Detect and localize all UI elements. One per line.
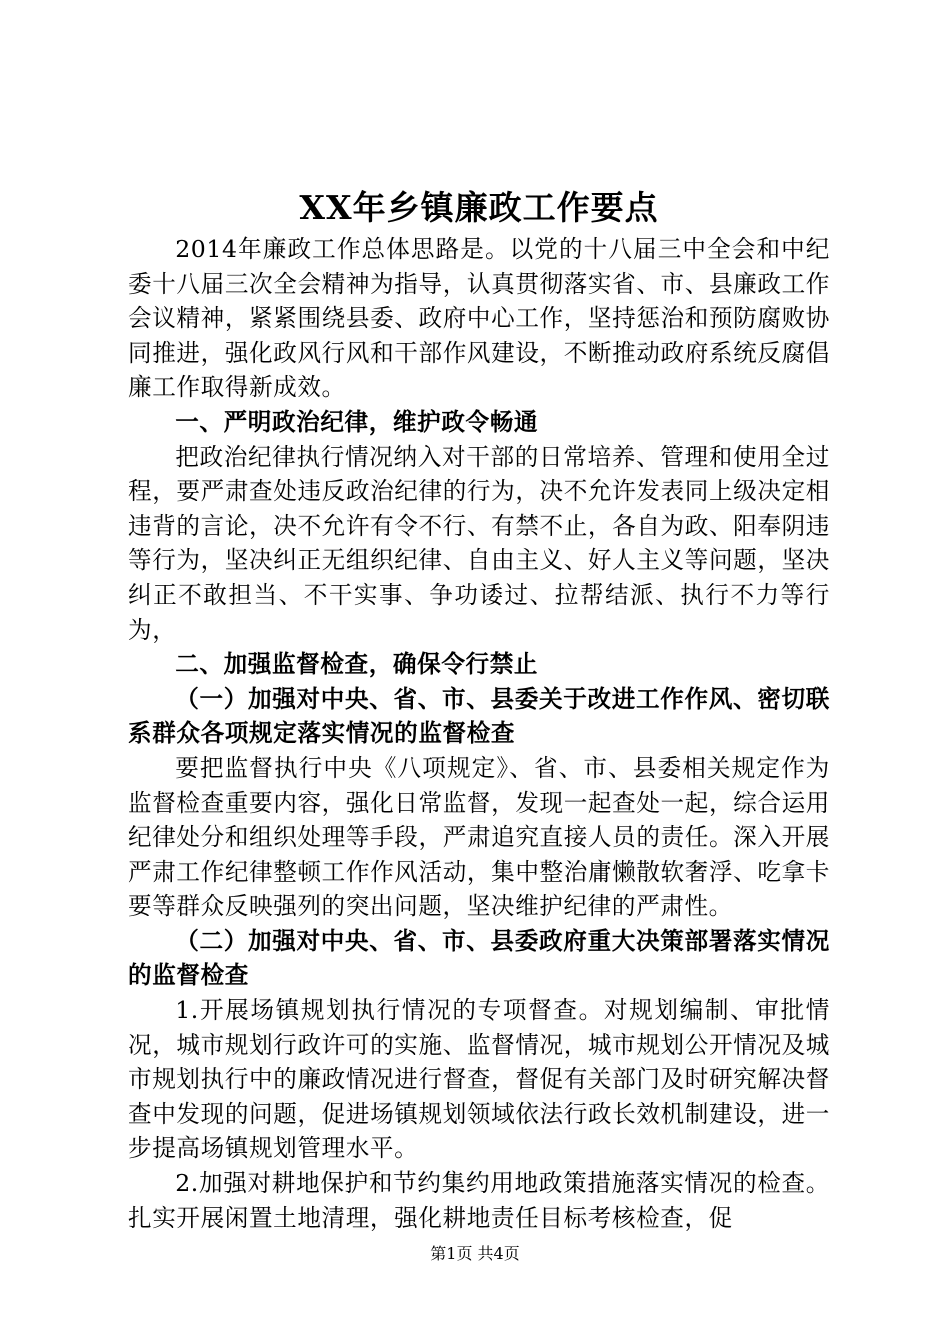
page-footer: 第1页 共4页 — [430, 1244, 520, 1263]
document-title: XX年乡镇廉政工作要点 — [299, 188, 659, 227]
document-body — [128, 232, 830, 1235]
body-paragraph: 2.加强对耕地保护和节约集约用地政策措施落实情况的检查。扎实开展闲置土地清理，强化耕地责任目标考核检查，促 — [128, 1169, 830, 1232]
section-heading: 一、严明政治纪律，维护政令畅通 — [175, 407, 539, 436]
body-paragraph: 2014年廉政工作总体思路是。以党的十八届三中全会和中纪委十八届三次全会精神为指导，认真贯彻落实省、市、县廉政工作会议精神，紧紧围绕县委、政府中心工作，坚持惩治和预防腐败协同推进，强化政风行风和干部作风建设，不断推动政府系统反腐倡廉工作取得新成效。 — [128, 235, 830, 402]
body-paragraph: 把政治纪律执行情况纳入对干部的日常培养、管理和使用全过程，要严肃查处违反政治纪律的行为，决不允许发表同上级决定相违背的言论，决不允许有令不行、有禁不止，各自为政、阳奉阴违等行为，坚决纠正无组织纪律、自由主义、好人主义等问题，坚决纠正不敢担当、不干实事、争功诿过、拉帮结派、执行不力等行为， — [128, 442, 830, 644]
body-paragraph: 要把监督执行中央《八项规定》、省、市、县委相关规定作为监督检查重要内容，强化日常监督，发现一起查处一起，综合运用纪律处分和组织处理等手段，严肃追究直接人员的责任。深入开展严肃工作纪律整顿工作作风活动，集中整治庸懒散软奢浮、吃拿卡要等群众反映强列的突出问题，坚决维护纪律的严肃性。 — [128, 753, 830, 921]
body-paragraph: 1.开展场镇规划执行情况的专项督查。对规划编制、审批情况，城市规划行政许可的实施、监督情况，城市规划公开情况及城市规划执行中的廉政情况进行督查，督促有关部门及时研究解决督查中发现的问题，促进场镇规划领域依法行政长效机制建设，进一步提高场镇规划管理水平。 — [128, 996, 830, 1163]
subsection-heading: （二）加强对中央、省、市、县委政府重大决策部署落实情况的监督检查 — [128, 926, 830, 990]
subsection-heading: （一）加强对中央、省、市、县委关于改进工作作风、密切联系群众各项规定落实情况的监督检查 — [128, 684, 830, 748]
section-heading: 二、加强监督检查，确保令行禁止 — [175, 650, 539, 679]
